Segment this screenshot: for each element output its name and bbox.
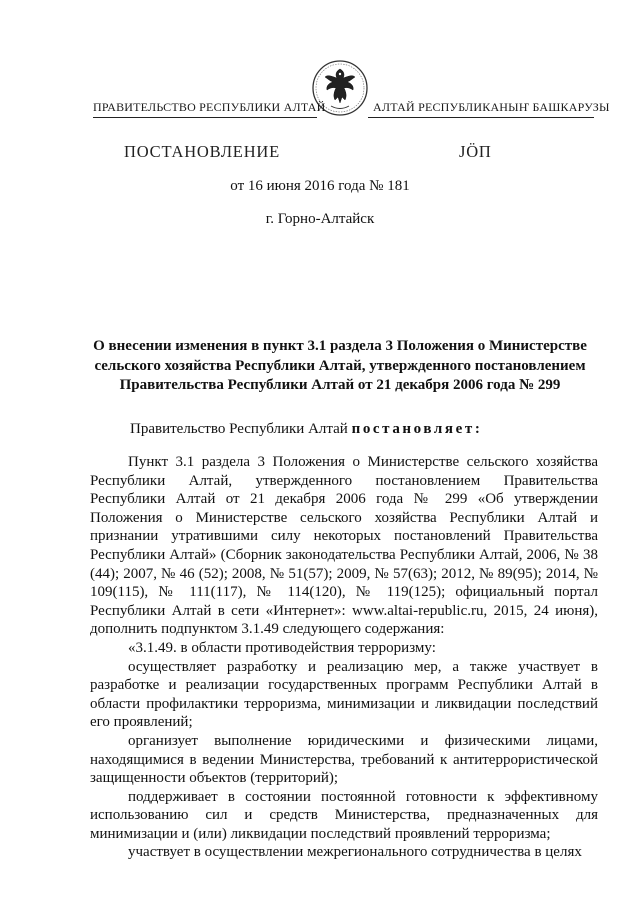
document-title: О внесении изменения в пункт 3.1 раздела 3 Положения о Министерстве сельского хозяйства Республики Алтай, утвержденного постановлением Правительства Республики Алтай от 21 декабря 2006 года № 299 xyxy=(93,338,587,393)
document-date-number: от 16 июня 2016 года № 181 xyxy=(230,178,410,194)
org-name-ru: ПРАВИТЕЛЬСТВО РЕСПУБЛИКИ АЛТАЙ xyxy=(93,100,326,114)
body-paragraph: организует выполнение юридическими и физическими лицами, находящимися в ведении Министерства, требований к антитеррористической защищенности объектов (территорий); xyxy=(90,732,598,787)
body-paragraph: Пункт 3.1 раздела 3 Положения о Министерстве сельского хозяйства Республики Алтай, утвержденного постановлением Правительства Республики Алтай от 21 декабря 2006 года № 299 «Об утверждении Положения о Министерстве сельского хозяйства Республики Алтай и признании утратившими силу некоторых постановлений Правительства Республики Алтай» (Сборник законодательства Республики Алтай, 2006, № 38 (44); 2007, № 46 (52); 2008, № 51(57); 2009, № 57(63); 2012, № 89(95); 2014, № 109(115), № 111(117), № 114(120), № 119(125); официальный портал Республики Алтай в сети «Интернет»: www.altai-republic.ru, 2015, 24 июня), дополнить подпунктом 3.1.49 следующего содержания: xyxy=(90,454,598,638)
header-rule-right xyxy=(368,117,594,118)
body-paragraph: поддерживает в состоянии постоянной готовности к эффективному использованию сил и средств Министерства, предназначенных для минимизации и (или) ликвидации последствий проявлений терроризма; xyxy=(90,788,598,842)
body-paragraph: осуществляет разработку и реализацию мер, а также участвует в разработке и реализации государственных программ Республики Алтай в области профилактики терроризма, минимизации и ликвидации последствий его проявлений; xyxy=(90,658,598,731)
body-paragraph: участвует в осуществлении межрегионального сотрудничества в целях xyxy=(128,844,582,861)
body-paragraph: «3.1.49. в области противодействия терроризму: xyxy=(128,639,436,656)
header-rule-left xyxy=(93,117,317,118)
org-name-altai: АЛТАЙ РЕСПУБЛИКАНЫҤ БАШКАРУЗЫ xyxy=(373,100,610,114)
decree-verb: постановляет: xyxy=(351,421,483,437)
doc-type-altai: JӦП xyxy=(459,142,492,161)
decree-subject: Правительство Республики Алтай xyxy=(130,421,348,437)
doc-type-ru: ПОСТАНОВЛЕНИЕ xyxy=(124,142,280,161)
document-body xyxy=(90,453,598,862)
document-city: г. Горно-Алтайск xyxy=(265,211,375,227)
decree-line xyxy=(130,421,482,438)
